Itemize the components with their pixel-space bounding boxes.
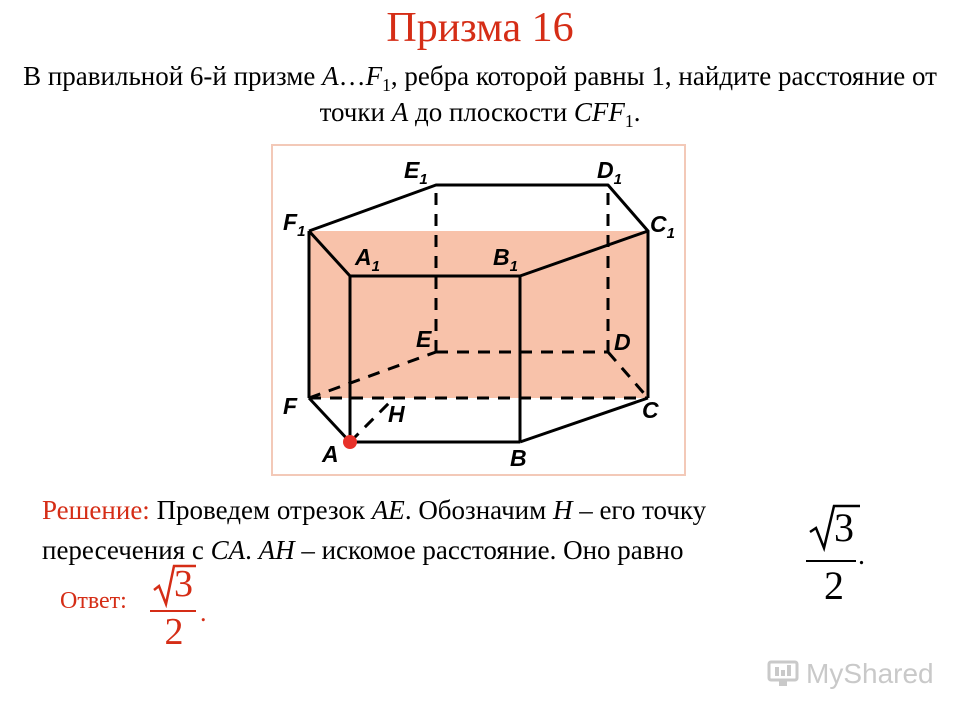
prism-diagram [271, 144, 686, 476]
fraction-bar [806, 560, 856, 562]
label-c1: $C_1$ [650, 211, 675, 242]
label-a1: $A_1$ [355, 244, 380, 275]
solution-part: пересечения с [42, 535, 211, 565]
solution-part: . Обозначим [404, 495, 553, 525]
prism-figure [271, 144, 686, 476]
problem-text: . [633, 97, 641, 127]
label-a: A [322, 441, 339, 467]
problem-text: , ребра которой равны 1, найдите расстояние от точки [319, 61, 937, 127]
problem-text: В правильной 6-й призме [23, 61, 323, 91]
segment-name: AE [371, 495, 405, 525]
fraction-numerator [806, 500, 862, 552]
answer-label: Ответ: [60, 588, 127, 614]
plane-name: CFF [573, 97, 625, 127]
point-a-marker [343, 435, 357, 449]
solution-part: Проведем отрезок [149, 495, 372, 525]
label-b1: $B_1$ [493, 244, 518, 275]
answer-fraction [150, 560, 198, 652]
logo-icon [766, 659, 800, 689]
solution-part: – искомое расстояние. Оно равно [294, 535, 684, 565]
label-e: E [416, 326, 432, 352]
label-c: C [642, 397, 659, 423]
segment-name: AH [258, 535, 295, 565]
myshared-logo [766, 656, 936, 692]
label-e1: $E_1$ [404, 157, 428, 188]
prism-vertex-end: F [365, 61, 383, 91]
solution-fraction [806, 500, 862, 608]
problem-statement [20, 58, 940, 130]
prism-vertex-start: A [322, 61, 339, 91]
label-d: D [614, 329, 631, 355]
point-name: H [552, 495, 573, 525]
edge-f-a [309, 398, 350, 442]
fraction-denominator: 2 [164, 611, 184, 653]
segment-ah [350, 400, 392, 442]
label-f: F [283, 393, 298, 419]
ellipsis: … [338, 61, 366, 91]
answer-period: . [200, 598, 207, 627]
solution-period: . [858, 540, 865, 571]
radicand: 3 [834, 505, 854, 550]
fraction-numerator [150, 560, 198, 608]
logo-text: MyShared [806, 658, 934, 689]
edge-b-c [520, 398, 648, 442]
solution-label: Решение: [42, 495, 150, 525]
solution-part: – его точку [572, 495, 707, 525]
label-h: H [388, 401, 405, 427]
point-name: A [391, 97, 409, 127]
label-f1: $F_1$ [283, 209, 306, 240]
subscript: 1 [382, 75, 391, 96]
radicand: 3 [174, 563, 193, 605]
subscript: 1 [624, 111, 634, 132]
label-d1: $D_1$ [597, 157, 622, 188]
solution-part: . [245, 535, 259, 565]
problem-text: до плоскости [408, 97, 574, 127]
segment-name: CA [210, 535, 246, 565]
fraction-denominator: 2 [824, 563, 844, 608]
solution-text [42, 490, 862, 570]
label-b: B [510, 445, 527, 471]
slide-title: Призма 16 [386, 5, 574, 51]
